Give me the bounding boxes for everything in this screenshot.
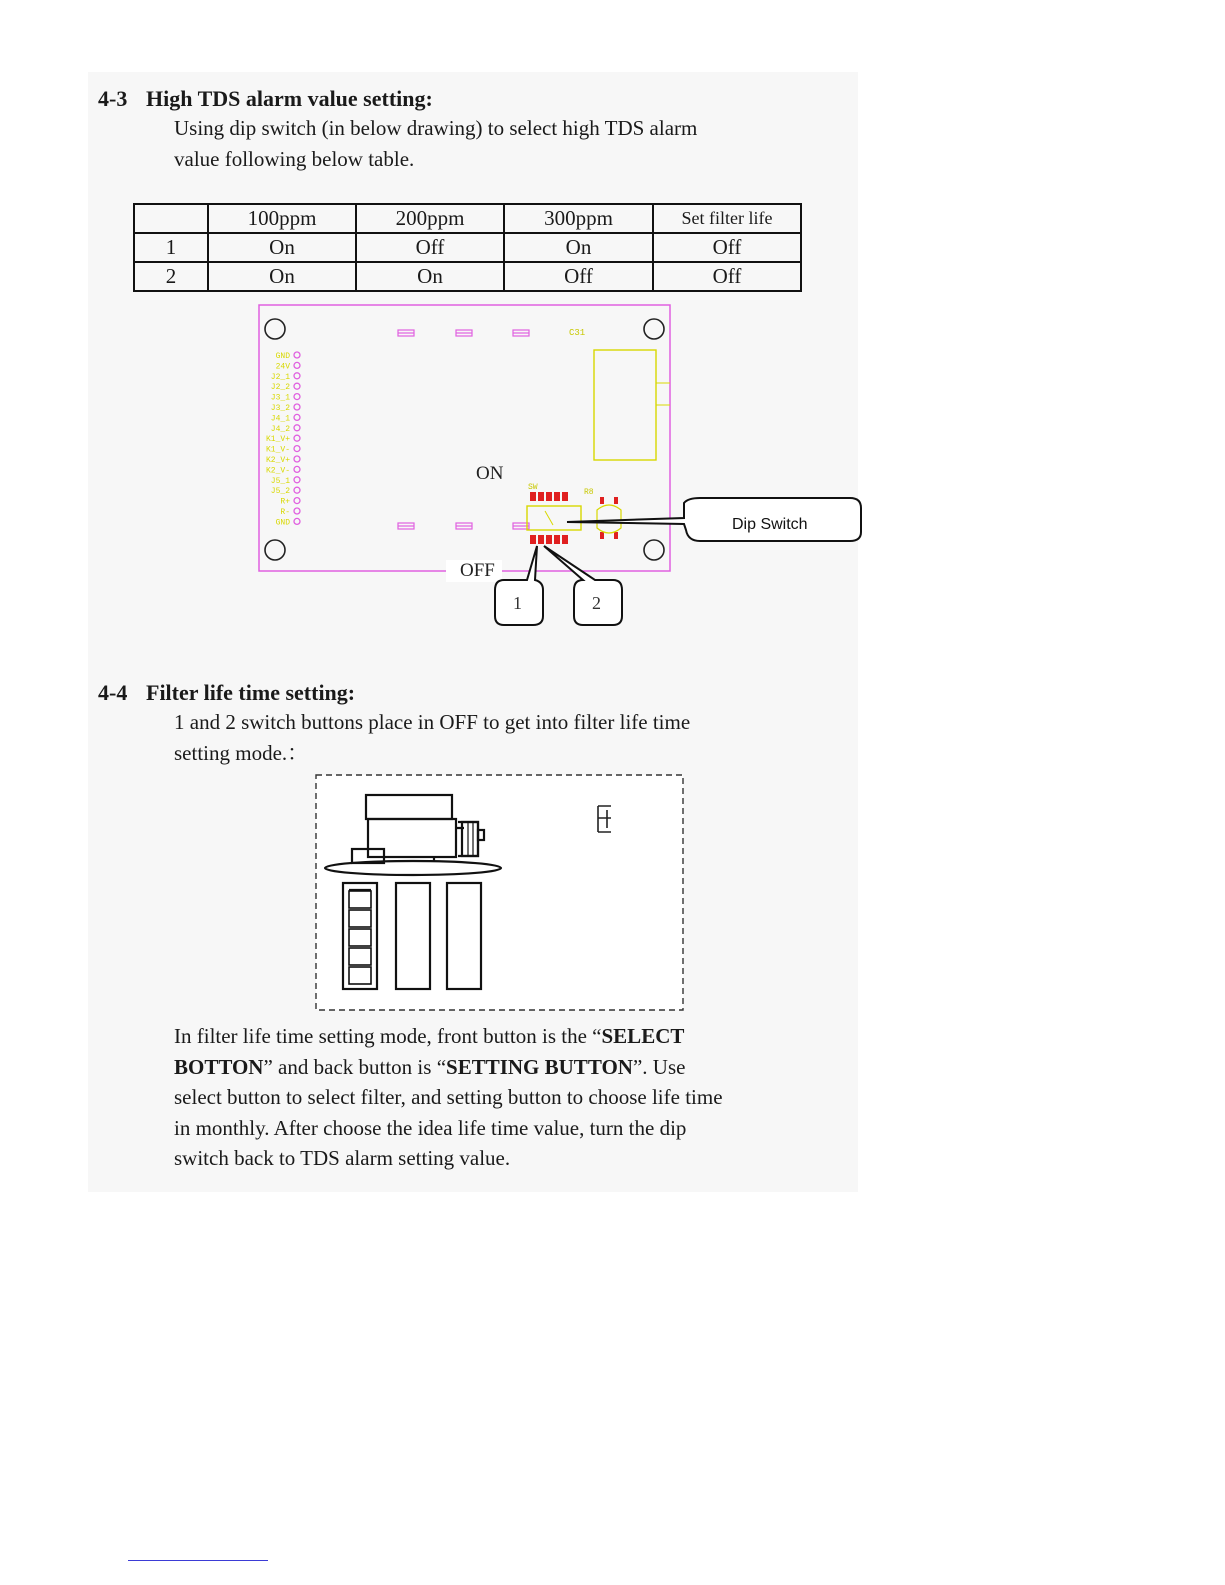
setting-button-term: SETTING BUTTON [446, 1054, 633, 1079]
on-label: ON [476, 463, 504, 484]
pin-label: GND [275, 518, 290, 528]
text-line: 1 and 2 switch buttons place in OFF to get into filter life time [174, 710, 691, 734]
table-header-cell: 200ppm [356, 204, 504, 233]
table-cell: On [208, 262, 356, 291]
pin-label: K2_V+ [265, 456, 290, 465]
pin-label: J3_1 [270, 393, 290, 403]
svg-text:SW: SW [528, 483, 538, 492]
pin-label: J4_1 [270, 414, 290, 424]
table-cell: On [356, 262, 504, 291]
pin-label: K1_V+ [265, 435, 290, 445]
text-segment: ”. Use [632, 1054, 686, 1079]
section-title: Filter life time setting: [146, 680, 356, 705]
text-line: in monthly. After choose the idea life time value, turn the dip [174, 1115, 687, 1140]
pin-label: R+ [280, 497, 290, 507]
text-line [174, 1052, 723, 1083]
table-cell: Off [504, 262, 653, 291]
footnote-rule [128, 1560, 268, 1561]
pin-label: GND [275, 352, 290, 361]
svg-text:C31: C31 [569, 328, 586, 338]
text-segment: ” and back button is “ [263, 1054, 447, 1079]
section-number: 4-4 [98, 680, 128, 705]
pin-label: K1_V- [265, 445, 290, 455]
table-cell: On [504, 233, 653, 262]
table-header-cell: 300ppm [504, 204, 653, 233]
pin-label: J2_1 [270, 372, 290, 382]
description-text [174, 1021, 723, 1174]
pin-label: K2_V- [265, 466, 290, 476]
table-cell: On [208, 233, 356, 262]
dip-switch-label: Dip Switch [732, 516, 808, 533]
table-cell: Off [653, 262, 801, 291]
text-line: setting mode.： [174, 740, 309, 765]
pin-label: R- [280, 508, 290, 517]
pin-label: J3_2 [270, 404, 290, 413]
table-cell: 1 [134, 233, 208, 262]
pin-label: J2_2 [270, 383, 290, 393]
select-button-term: SELECT [601, 1024, 685, 1048]
text-line [174, 1021, 723, 1052]
text-line: select button to select filter, and setting button to choose life time [174, 1085, 723, 1109]
pin-label: J4_2 [270, 424, 290, 434]
table-cell: 2 [134, 262, 208, 291]
text-line: value following below table. [174, 146, 415, 171]
table-cell: Off [653, 233, 801, 262]
text-segment: In filter life time setting mode, front button is the “ [174, 1024, 602, 1048]
table-header-cell: Set filter life [653, 204, 801, 233]
section-title: High TDS alarm value setting: [146, 86, 433, 111]
section-number: 4-3 [98, 86, 128, 111]
svg-text:R8: R8 [584, 488, 594, 497]
switch-2-label: 2 [592, 593, 601, 613]
switch-1-label: 1 [513, 593, 522, 613]
pin-label: 24V [275, 362, 290, 372]
table-cell: Off [356, 233, 504, 262]
text-line: switch back to TDS alarm setting value. [174, 1146, 511, 1170]
table-header-cell: 100ppm [208, 204, 356, 233]
select-button-term: BOTTON [174, 1054, 264, 1079]
pin-label: J5_1 [270, 476, 290, 486]
pin-label: J5_2 [270, 487, 290, 497]
off-label: OFF [460, 560, 495, 581]
text-line: Using dip switch (in below drawing) to select high TDS alarm [174, 116, 698, 140]
